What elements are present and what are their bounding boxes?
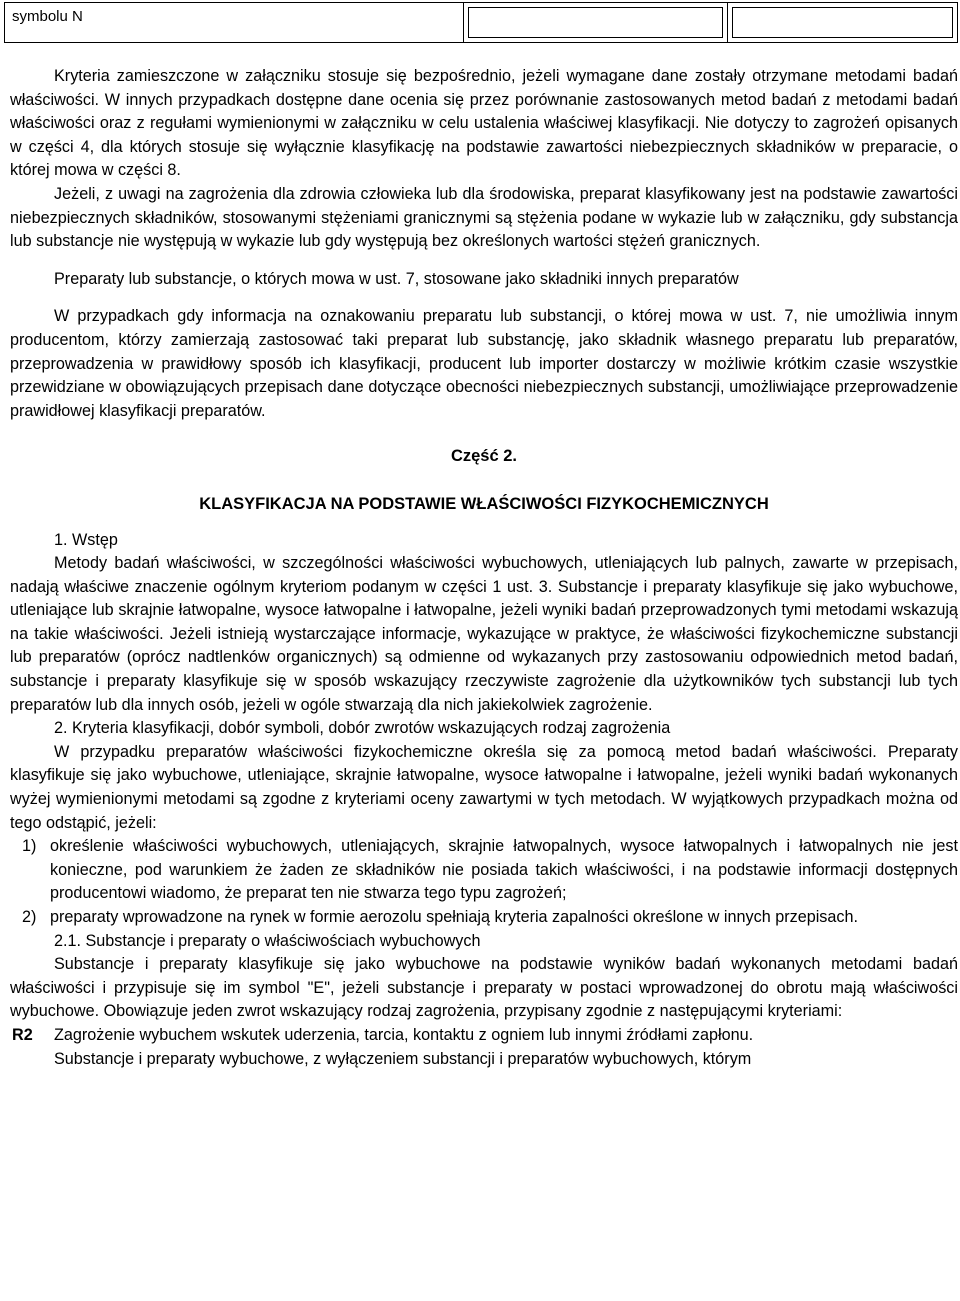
- risk-phrase-code: R2: [12, 1025, 33, 1044]
- list-item-text: preparaty wprowadzone na rynek w formie aerozolu spełniają kryteria zapalności określone w innych przepisach.: [50, 908, 858, 926]
- criteria-text: W przypadku preparatów właściwości fizykochemiczne określa się za pomocą metod badań właściwości. Preparaty klasyfikuje się jako wybuchowe, utleniające, skrajnie łatwopalne, wysoce łatwopalne i łatwopalne, jeżeli wyniki badań wykonanych wyżej wymienionymi metodami są zgodne z kryteriami oceny zawartymi w tych metodach. W wyjątkowych przypadkach można od tego odstąpić, jeżeli:: [10, 742, 958, 832]
- list-item: [10, 835, 958, 906]
- header-inner-box-1: [468, 7, 723, 38]
- header-inner-box-2: [732, 7, 953, 38]
- list-item-number: 1): [22, 837, 37, 856]
- intro-heading: 1. Wstęp: [54, 530, 118, 549]
- header-cell-empty-2: [728, 3, 957, 42]
- criteria-heading: 2. Kryteria klasyfikacji, dobór symboli, dobór zwrotów wskazujących rodzaj zagrożenia: [54, 719, 671, 738]
- header-label: symbolu N: [12, 8, 83, 25]
- header-cell-symbol: [5, 3, 464, 42]
- subsection-heading: 2.1. Substancje i preparaty o właściwościach wybuchowych: [54, 931, 481, 950]
- exceptions-list: [10, 835, 958, 929]
- risk-phrase-text: Zagrożenie wybuchem wskutek uderzenia, tarcia, kontaktu z ogniem lub innymi źródłami zapłonu.: [54, 1025, 754, 1044]
- list-item-text: określenie właściwości wybuchowych, utleniających, skrajnie łatwopalnych, wysoce łatwopalnych i łatwopalnych nie jest konieczne, pod warunkiem że żaden ze składników nie posiada takich właściwości, i na podstawie informacji dostępnych producentowi wiadomo, że preparat ten nie stwarza tego typu zagrożeń;: [50, 837, 958, 903]
- paragraph-labelling-information: W przypadkach gdy informacja na oznakowaniu preparatu lub substancji, o której mowa w ust. 7, nie umożliwia innym producentom, którzy zamierzają zastosować taki preparat lub substancję, jako składnik własnego preparatu lub preparatów, przeprowadzenia w prawidłowy sposób ich klasyfikacji, producent lub importer dostarczy w możliwie krótkim czasie wszystkie przewidziane w obowiązujących przepisach dane dotyczące obecności niebezpiecznych substancji, umożliwiające przeprowadzenie prawidłowej klasyfikacji preparatów.: [10, 307, 958, 420]
- list-item-number: 2): [22, 908, 37, 926]
- paragraph-preparations-subheading: Preparaty lub substancje, o których mowa w ust. 7, stosowane jako składniki innych preparatów: [54, 269, 739, 288]
- header-table: [4, 2, 958, 43]
- part-heading: Część 2.: [450, 447, 518, 466]
- intro-text: Metody badań właściwości, w szczególności właściwości wybuchowych, utleniających lub palnych, zawarte w przepisach, nadają właściwe znaczenie ogólnym kryteriom podanym w części 1 ust. 3. Substancje i preparaty klasyfikuje się jako wybuchowe, utleniające lub skrajnie łatwopalne, wysoce łatwopalne i łatwopalne, jeżeli wyniki badań przeprowadzonych tymi metodami wskazują na takie właściwości. Jeżeli istnieją wystarczające informacje, wykazujące w praktyce, że właściwości fizykochemiczne substancji lub preparatów (oprócz nadtlenków organicznych) są odmienne od wykazanych przy zastosowaniu odpowiednich metod badań, substancje i preparaty klasyfikuje się w sposób wskazujący rzeczywiste zagrożenie dla użytkowników tych substancji lub tych preparatów lub dla innych osób, jeżeli w ogóle stwarzają dla nich jakiekolwiek zagrożenie.: [10, 554, 958, 714]
- paragraph-concentration-limits: Jeżeli, z uwagi na zagrożenia dla zdrowia człowieka lub dla środowiska, preparat klasyfikowany jest na podstawie zawartości niebezpiecznych składników, stosowanymi stężeniami granicznymi są stężenia podane w wykazie lub w załączniku, gdy substancja lub substancje nie występują w wykazie lub gdy występują bez określonych wartości stężeń granicznych.: [10, 184, 958, 251]
- subsection-text: Substancje i preparaty klasyfikuje się jako wybuchowe na podstawie wyników badań wykonanych metodami badań właściwości i przypisuje się im symbol "E", jeżeli substancje i preparaty w postaci wprowadzonej do obrotu mają właściwości wybuchowe. Obowiązuje jeden zwrot wskazujący rodzaj zagrożenia, przypisany zgodnie z następującymi kryteriami:: [10, 955, 958, 1021]
- section-heading: KLASYFIKACJA NA PODSTAWIE WŁAŚCIWOŚCI FIZYKOCHEMICZNYCH: [199, 494, 769, 513]
- last-line: Substancje i preparaty wybuchowe, z wyłączeniem substancji i preparatów wybuchowych, którym: [54, 1049, 752, 1068]
- paragraph-criteria-application: Kryteria zamieszczone w załączniku stosuje się bezpośrednio, jeżeli wymagane dane zostały otrzymane metodami badań właściwości. W innych przypadkach dostępne dane ocenia się przez porównanie zastosowanych metod badań z metodami badań właściwości oraz z regułami wymienionymi w załączniku w celu ustalenia właściwej klasyfikacji. Nie dotyczy to zagrożeń opisanych w części 4, dla których stosuje się wyłącznie klasyfikację na podstawie zawartości niebezpiecznych składników w preparacie, o której mowa w części 8.: [10, 67, 958, 180]
- list-item: [10, 906, 958, 930]
- document-body: [10, 65, 958, 1071]
- header-cell-empty-1: [464, 3, 728, 42]
- risk-phrase-r2: [10, 1024, 958, 1048]
